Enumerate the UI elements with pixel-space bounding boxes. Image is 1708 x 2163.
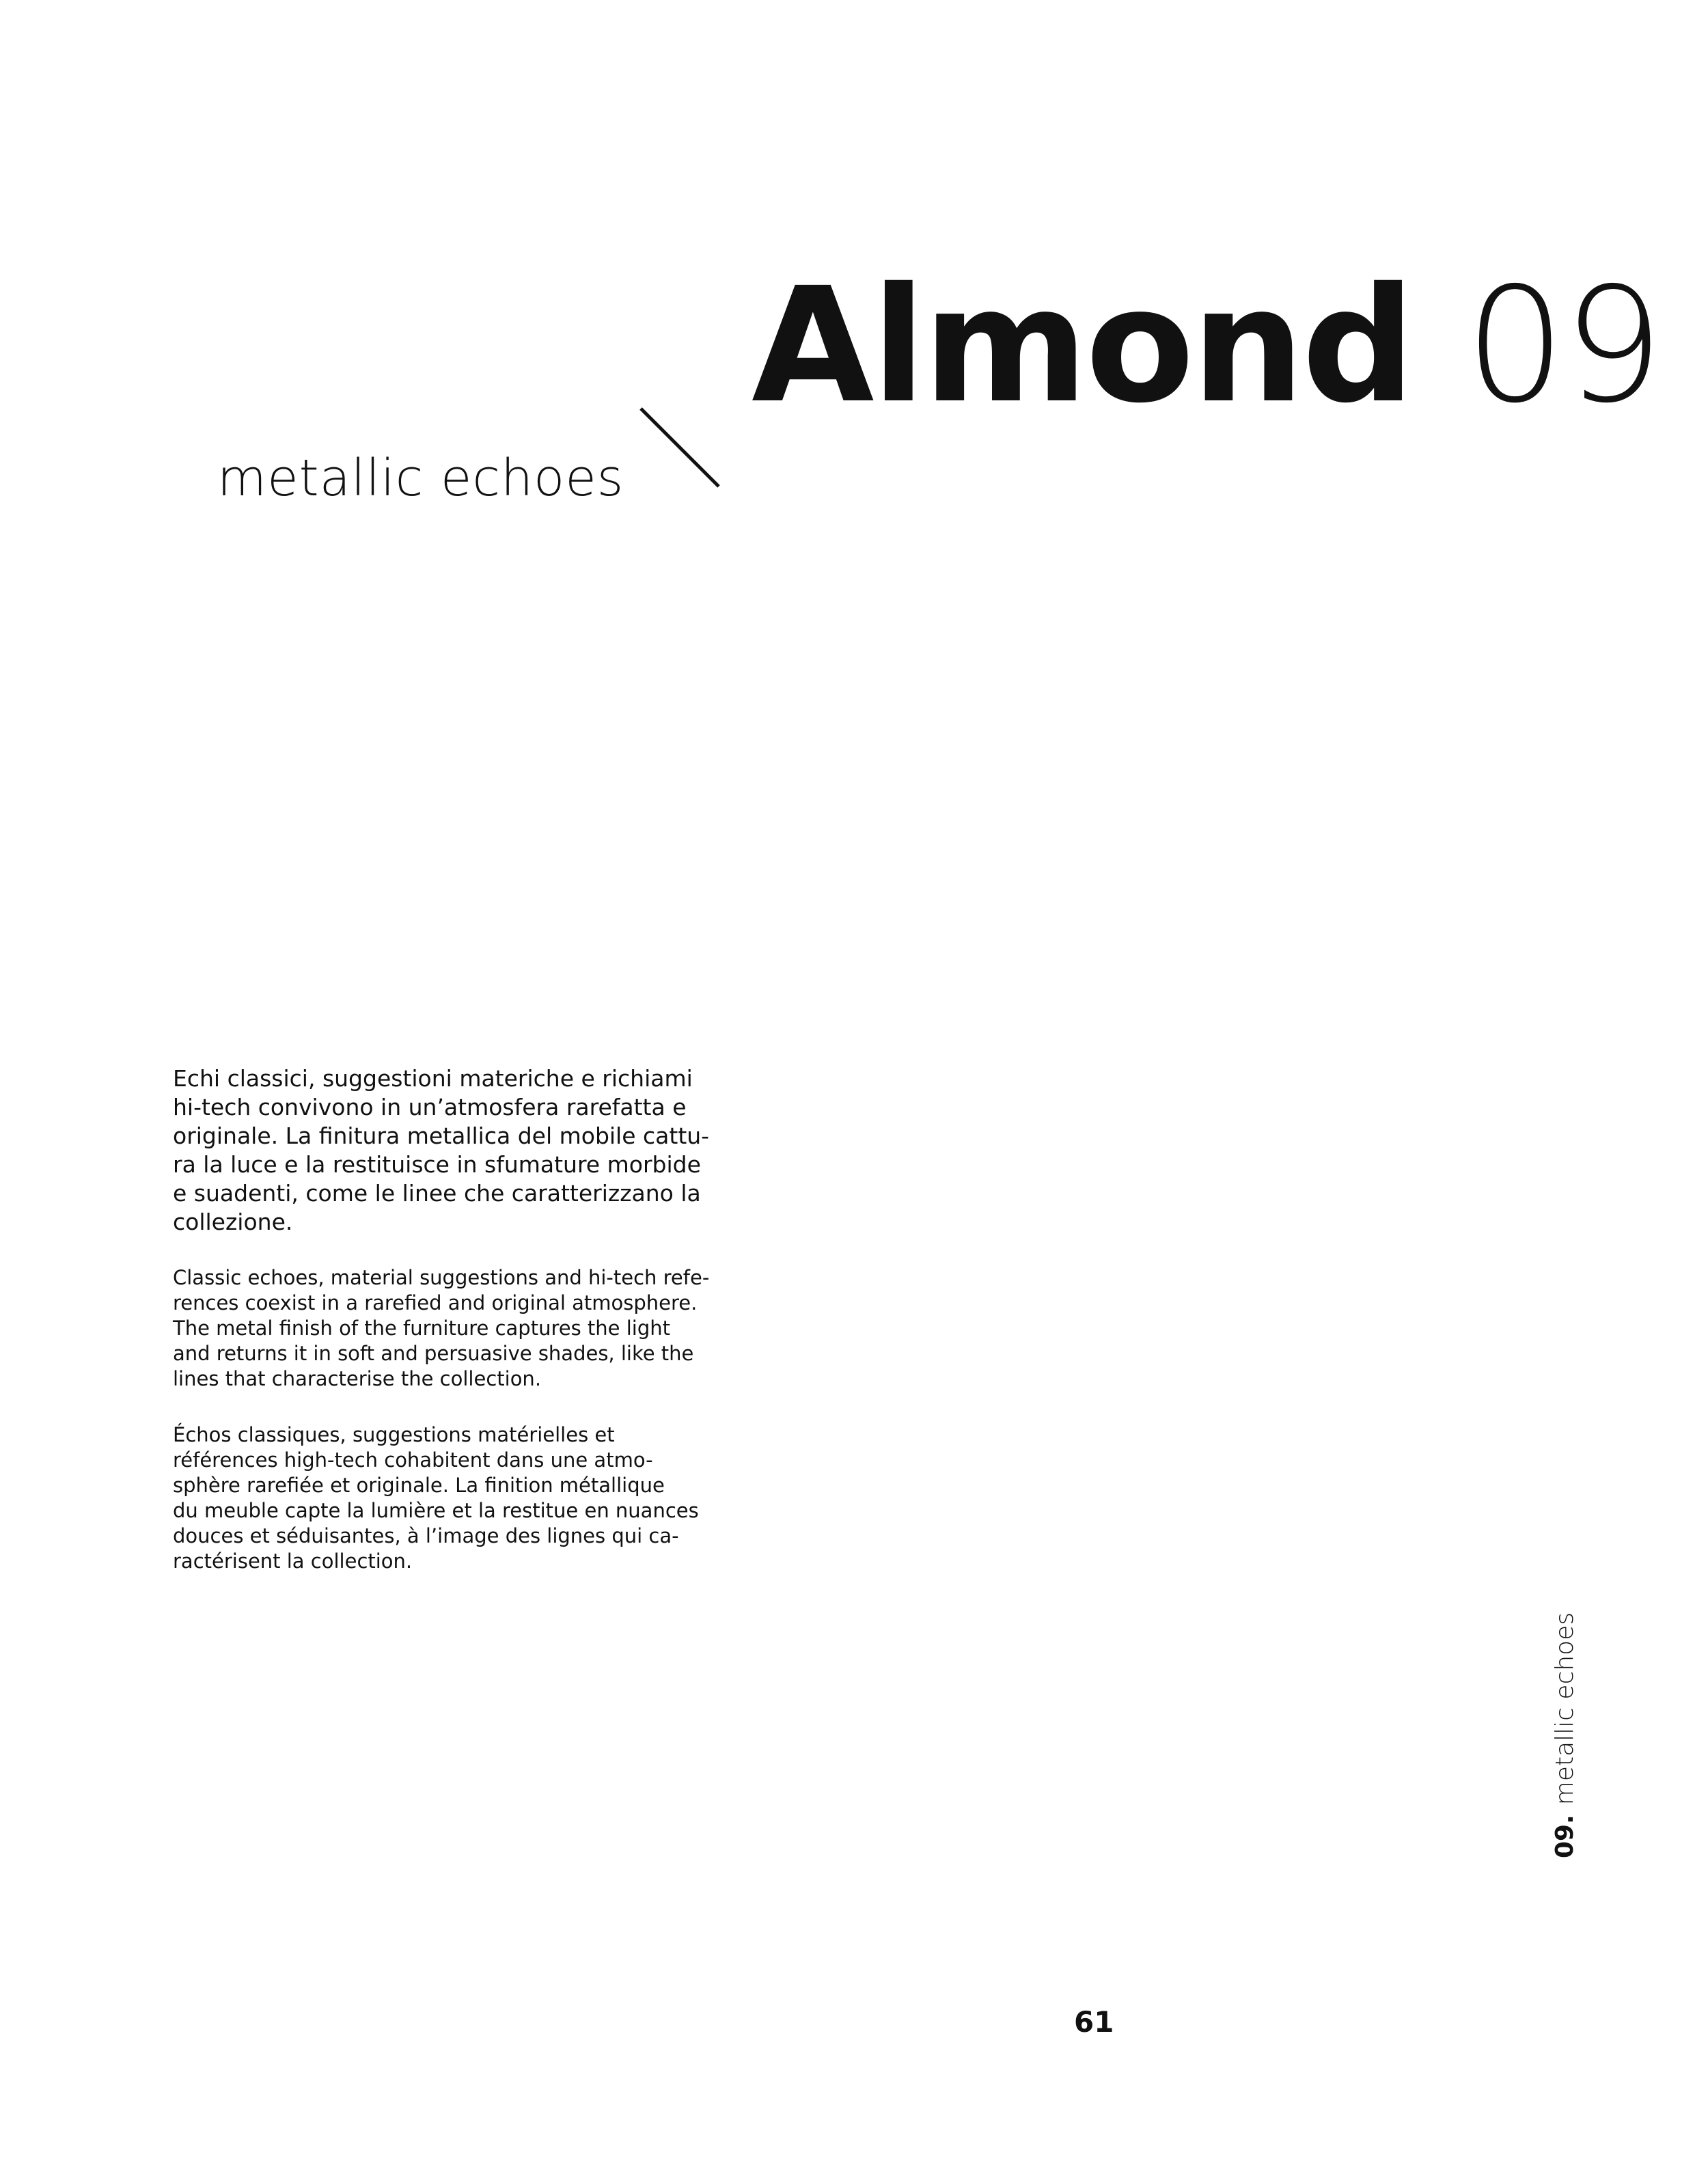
french-line: sphère rarefiée et originale. La finition métallique — [173, 1474, 665, 1497]
diagonal-slash-line — [635, 403, 724, 492]
italian-line: Echi classici, suggestioni materiche e richiami — [173, 1065, 693, 1092]
collection-subtitle: metallic echoes — [217, 449, 624, 508]
french-line: du meuble capte la lumière et la restitue en nuances — [173, 1499, 699, 1522]
side-section-text: metallic echoes — [1551, 1612, 1579, 1806]
italian-line: e suadenti, come le linee che caratterizzano la — [173, 1180, 701, 1207]
italian-line: hi-tech convivono in un’atmosfera rarefatta e — [173, 1094, 687, 1120]
title-name: Almond — [752, 253, 1413, 438]
italian-line: originale. La finitura metallica del mobile cattu- — [173, 1122, 710, 1149]
english-paragraph — [173, 1265, 760, 1392]
english-line: lines that characterise the collection. — [173, 1367, 542, 1390]
italian-line: ra la luce e la restituisce in sfumature morbide — [173, 1151, 701, 1178]
french-line: Échos classiques, suggestions matérielles et — [173, 1423, 615, 1446]
french-line: références high-tech cohabitent dans une atmo- — [173, 1448, 653, 1472]
title-number: 09 — [1465, 253, 1662, 438]
english-line: and returns it in soft and persuasive shades, like the — [173, 1342, 694, 1365]
english-line: rences coexist in a rarefied and original atmosphere. — [173, 1291, 698, 1314]
english-line: The metal finish of the furniture captures the light — [173, 1317, 671, 1340]
page-number: 61 — [1074, 2005, 1114, 2039]
french-paragraph — [173, 1422, 760, 1574]
italian-paragraph — [173, 1064, 760, 1237]
french-line: ractérisent la collection. — [173, 1549, 413, 1573]
italian-line: collezione. — [173, 1209, 293, 1235]
page-title — [752, 253, 1662, 438]
side-section-label — [1551, 1612, 1579, 1858]
english-line: Classic echoes, material suggestions and hi-tech refe- — [173, 1266, 710, 1289]
french-line: douces et séduisantes, à l’image des lignes qui ca- — [173, 1524, 679, 1547]
side-section-number: 09. — [1551, 1815, 1579, 1858]
